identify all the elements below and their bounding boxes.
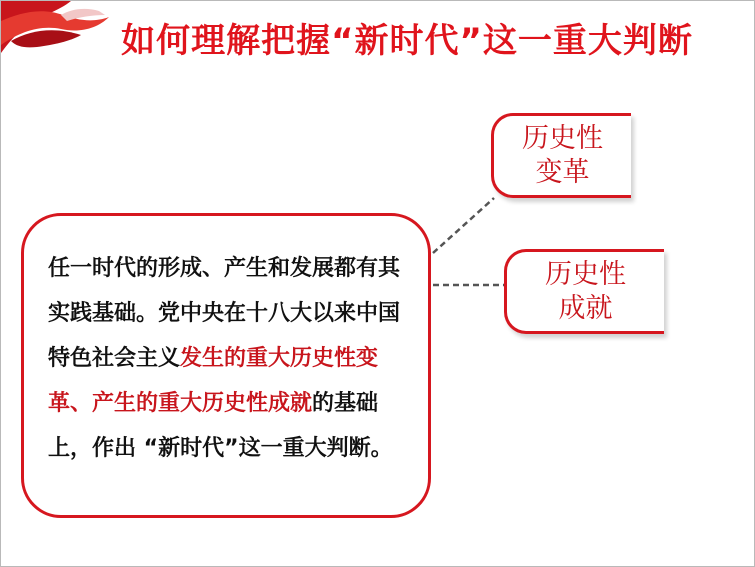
page-title: 如何理解把握“新时代”这一重大判断 (121, 21, 693, 61)
main-text-box (21, 213, 431, 518)
tag-2-line-2: 成就 (558, 292, 613, 324)
main-text-part-1: 任一时代的形成、产生和发展都有其实践基础。党中央在十八大以来中国特色社会主义 (48, 256, 401, 371)
tag-historic-achievement (504, 249, 664, 334)
main-paragraph (48, 246, 420, 471)
main-text-part-3: 的基础上，作出 “新时代”这一重大判断。 (48, 391, 393, 461)
connector-to-tag-1 (433, 198, 494, 253)
tag-historic-change-text (522, 122, 603, 190)
tag-2-line-1: 历史性 (545, 258, 626, 290)
tag-1-line-1: 历史性 (522, 122, 603, 154)
main-text-highlight: 发生的重大历史性变革、产生的重大历史性成就 (48, 346, 379, 416)
tag-1-line-2: 变革 (535, 156, 590, 188)
tag-historic-change (491, 113, 631, 198)
tag-historic-achievement-text (545, 258, 626, 326)
